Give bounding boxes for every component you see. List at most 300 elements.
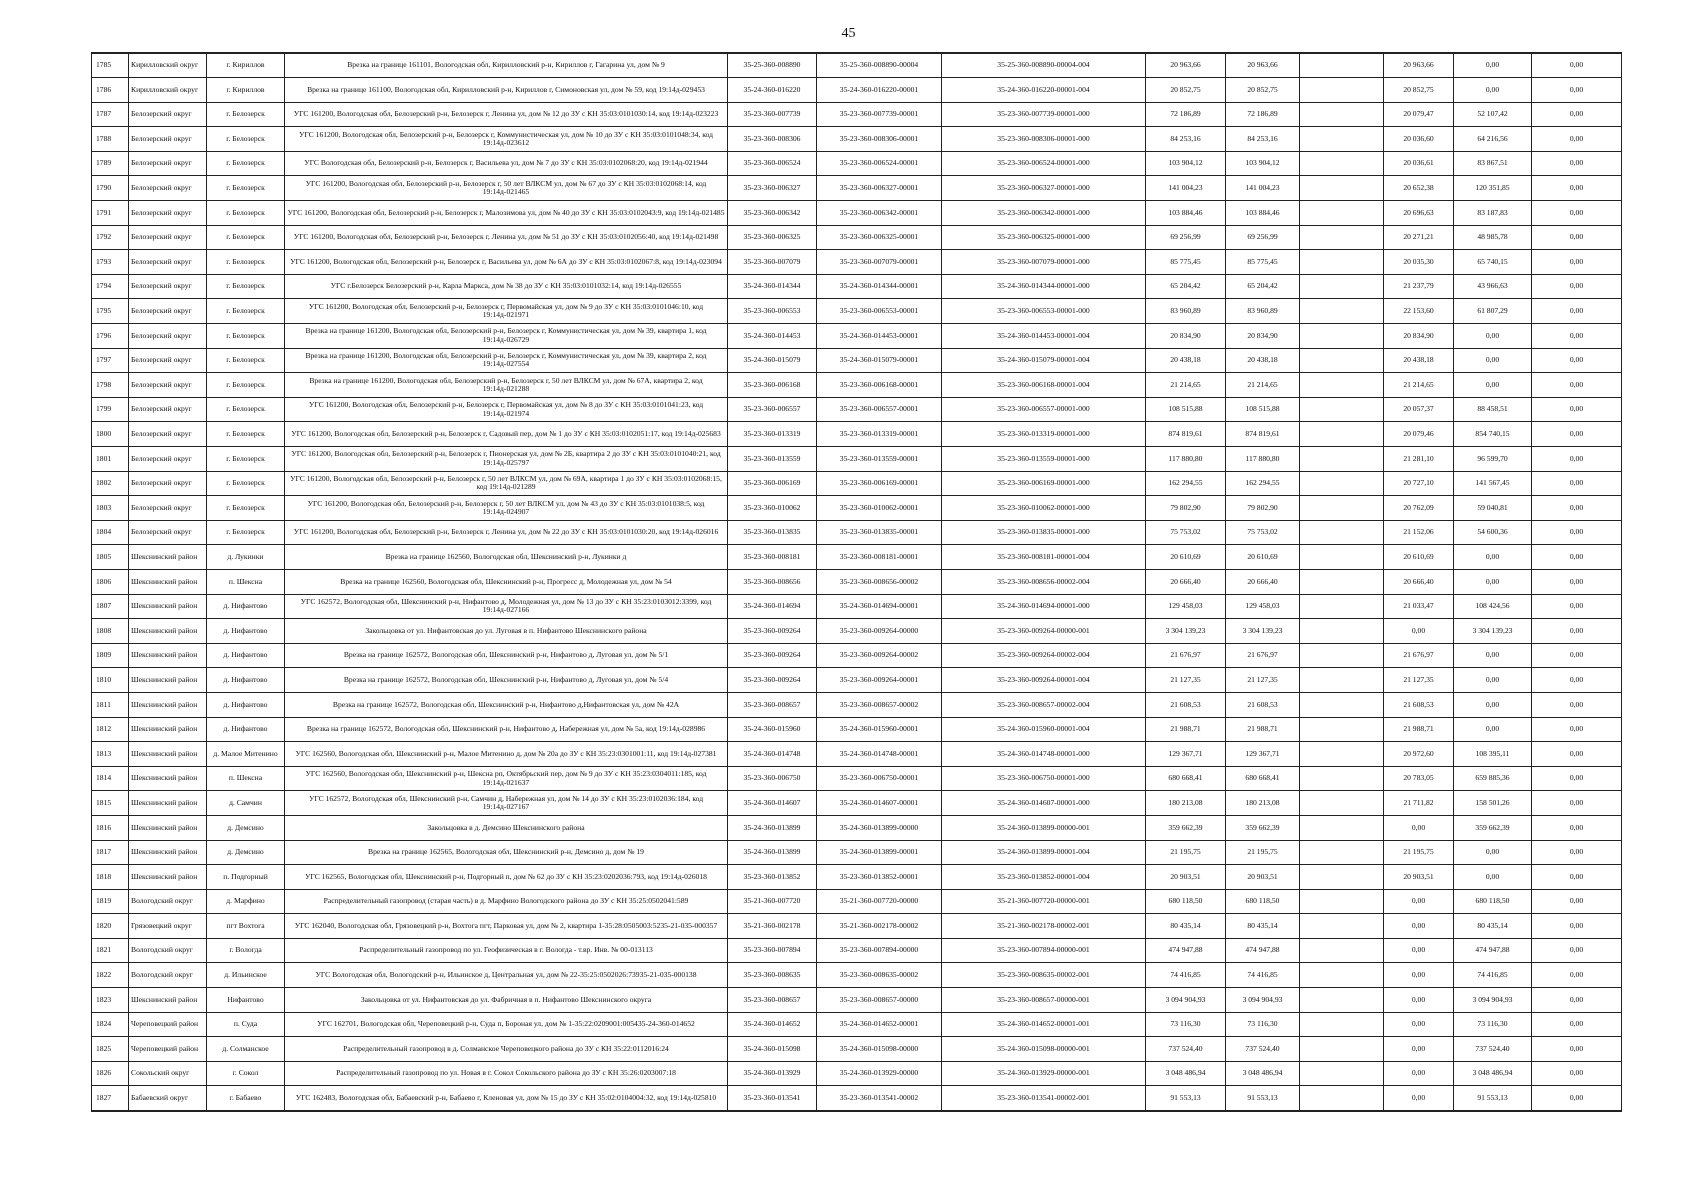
district-cell: Шекснинский район bbox=[129, 791, 207, 816]
object-description-cell: УГС Вологодская обл, Вологодский р-н, Ильинское д, Центральная ул, дом № 22-35:25:0502026:73935-21-035-000138 bbox=[285, 963, 728, 988]
object-code-cell: 35-23-360-013852-00001 bbox=[817, 865, 942, 890]
cost-part-3-cell: 0,00 bbox=[1532, 225, 1622, 250]
inventory-code-cell: 35-25-360-008890 bbox=[728, 53, 817, 78]
subobject-code-cell: 35-23-360-006342-00001-000 bbox=[942, 201, 1146, 226]
object-description-cell: УГС 162483, Вологодская обл, Бабаевский р-н, Бабаево г, Кленовая ул, дом № 15 до ЗУ с КН 35:02:0104004:32, код 19:14д-025810 bbox=[285, 1086, 728, 1111]
object-description-cell: УГС 161200, Вологодская обл, Белозерский р-н, Белозерск г, Первомайская ул, дом № 9 до ЗУ с КН 35:03:0101046:10, код 19:14д-021971 bbox=[285, 299, 728, 324]
row-number-cell: 1817 bbox=[92, 840, 129, 865]
total-cost-cell: 75 753,02 bbox=[1146, 520, 1226, 545]
cost-part-1-cell: 0,00 bbox=[1384, 938, 1454, 963]
object-description-cell: Врезка на границе 162560, Вологодская обл, Шекснинский р-н, Прогресс д, Молодежная ул, дом № 54 bbox=[285, 569, 728, 594]
inventory-code-cell: 35-23-360-009264 bbox=[728, 619, 817, 644]
subobject-code-cell: 35-23-360-006168-00001-004 bbox=[942, 373, 1146, 398]
inventory-code-cell: 35-24-360-014652 bbox=[728, 1012, 817, 1037]
table-row bbox=[92, 1037, 1622, 1062]
table-row bbox=[92, 569, 1622, 594]
row-number-cell: 1819 bbox=[92, 889, 129, 914]
row-number-cell: 1803 bbox=[92, 496, 129, 521]
cost-with-vat-cell: 21 988,71 bbox=[1226, 717, 1300, 742]
district-cell: Шекснинский район bbox=[129, 815, 207, 840]
total-cost-cell: 874 819,61 bbox=[1146, 422, 1226, 447]
district-cell: Белозерский округ bbox=[129, 127, 207, 152]
total-cost-cell: 117 880,80 bbox=[1146, 447, 1226, 472]
total-cost-cell: 65 204,42 bbox=[1146, 274, 1226, 299]
object-description-cell: УГС 162560, Вологодская обл, Шекснинский р-н, Шексна рп, Октябрьский пер, дом № 9 до ЗУ с КН 35:23:0304011:185, код 19:14д-021637 bbox=[285, 766, 728, 791]
total-cost-cell: 79 802,90 bbox=[1146, 496, 1226, 521]
empty-column-cell bbox=[1300, 914, 1384, 939]
cost-part-2-cell: 0,00 bbox=[1454, 569, 1532, 594]
cost-with-vat-cell: 21 127,35 bbox=[1226, 668, 1300, 693]
cost-part-2-cell: 65 740,15 bbox=[1454, 250, 1532, 275]
empty-column-cell bbox=[1300, 865, 1384, 890]
cost-part-1-cell: 0,00 bbox=[1384, 1061, 1454, 1086]
settlement-cell: Нифантово bbox=[207, 988, 285, 1013]
cost-part-1-cell: 0,00 bbox=[1384, 988, 1454, 1013]
cost-part-1-cell: 20 036,60 bbox=[1384, 127, 1454, 152]
row-number-cell: 1792 bbox=[92, 225, 129, 250]
subobject-code-cell: 35-23-360-008635-00002-001 bbox=[942, 963, 1146, 988]
cost-part-2-cell: 108 395,11 bbox=[1454, 742, 1532, 767]
inventory-code-cell: 35-23-360-013319 bbox=[728, 422, 817, 447]
total-cost-cell: 20 963,66 bbox=[1146, 53, 1226, 78]
inventory-code-cell: 35-23-360-006325 bbox=[728, 225, 817, 250]
cost-part-3-cell: 0,00 bbox=[1532, 643, 1622, 668]
cost-part-2-cell: 88 458,51 bbox=[1454, 397, 1532, 422]
table-row bbox=[92, 324, 1622, 349]
cost-part-1-cell: 21 676,97 bbox=[1384, 643, 1454, 668]
object-code-cell: 35-23-360-006327-00001 bbox=[817, 176, 942, 201]
cost-part-1-cell: 21 237,79 bbox=[1384, 274, 1454, 299]
object-description-cell: УГС 162572, Вологодская обл, Шекснинский р-н, Самчин д, Набережная ул, дом № 14 до ЗУ с КН 35:23:0102036:184, код 19:14д-027167 bbox=[285, 791, 728, 816]
object-description-cell: Распределительный газопровод по ул. Новая в г. Сокол Сокольского района до ЗУ с КН 35:26:0203007:18 bbox=[285, 1061, 728, 1086]
object-code-cell: 35-23-360-006553-00001 bbox=[817, 299, 942, 324]
inventory-code-cell: 35-24-360-016220 bbox=[728, 78, 817, 103]
cost-part-1-cell: 21 127,35 bbox=[1384, 668, 1454, 693]
table-row bbox=[92, 889, 1622, 914]
settlement-cell: п. Шексна bbox=[207, 569, 285, 594]
cost-part-1-cell: 20 610,69 bbox=[1384, 545, 1454, 570]
empty-column-cell bbox=[1300, 840, 1384, 865]
subobject-code-cell: 35-23-360-009264-00000-001 bbox=[942, 619, 1146, 644]
cost-part-3-cell: 0,00 bbox=[1532, 1061, 1622, 1086]
cost-part-1-cell: 0,00 bbox=[1384, 1012, 1454, 1037]
total-cost-cell: 737 524,40 bbox=[1146, 1037, 1226, 1062]
empty-column-cell bbox=[1300, 717, 1384, 742]
cost-part-3-cell: 0,00 bbox=[1532, 889, 1622, 914]
subobject-code-cell: 35-23-360-006169-00001-000 bbox=[942, 471, 1146, 496]
object-description-cell: УГС 161200, Вологодская обл, Белозерский р-н, Белозерск г, 50 лет ВЛКСМ ул, дом № 69А, квартира 1 до ЗУ с КН 35:03:0102068:15, код 19:14д-021289 bbox=[285, 471, 728, 496]
object-description-cell: УГС 161200, Вологодская обл, Белозерский р-н, Белозерск г, Малозимова ул, дом № 40 до ЗУ с КН 35:03:0102043:9, код 19:14д-021485 bbox=[285, 201, 728, 226]
row-number-cell: 1814 bbox=[92, 766, 129, 791]
row-number-cell: 1802 bbox=[92, 471, 129, 496]
total-cost-cell: 3 048 486,94 bbox=[1146, 1061, 1226, 1086]
settlement-cell: г. Белозерск bbox=[207, 299, 285, 324]
inventory-code-cell: 35-23-360-008306 bbox=[728, 127, 817, 152]
object-code-cell: 35-23-360-008657-00002 bbox=[817, 692, 942, 717]
object-code-cell: 35-23-360-006342-00001 bbox=[817, 201, 942, 226]
object-description-cell: Врезка на границе 162565, Вологодская обл, Шекснинский р-н, Демсино д, дом № 19 bbox=[285, 840, 728, 865]
object-code-cell: 35-23-360-009264-00000 bbox=[817, 619, 942, 644]
row-number-cell: 1822 bbox=[92, 963, 129, 988]
district-cell: Белозерский округ bbox=[129, 496, 207, 521]
district-cell: Кирилловский округ bbox=[129, 53, 207, 78]
empty-column-cell bbox=[1300, 1037, 1384, 1062]
settlement-cell: г. Белозерск bbox=[207, 250, 285, 275]
object-description-cell: УГС 161200, Вологодская обл, Белозерский р-н, Белозерск г, Садовый пер, дом № 1 до ЗУ с КН 35:03:0102051:17, код 19:14д-025683 bbox=[285, 422, 728, 447]
cost-part-1-cell: 20 963,66 bbox=[1384, 53, 1454, 78]
cost-part-3-cell: 0,00 bbox=[1532, 963, 1622, 988]
empty-column-cell bbox=[1300, 963, 1384, 988]
settlement-cell: г. Белозерск bbox=[207, 324, 285, 349]
table-row bbox=[92, 815, 1622, 840]
object-code-cell: 35-23-360-007079-00001 bbox=[817, 250, 942, 275]
object-description-cell: УГС 162565, Вологодская обл, Шекснинский р-н, Подгорный п, дом № 62 до ЗУ с КН 35:23:0202036:793, код 19:14д-026018 bbox=[285, 865, 728, 890]
cost-part-2-cell: 74 416,85 bbox=[1454, 963, 1532, 988]
district-cell: Белозерский округ bbox=[129, 250, 207, 275]
cost-with-vat-cell: 737 524,40 bbox=[1226, 1037, 1300, 1062]
total-cost-cell: 129 458,03 bbox=[1146, 594, 1226, 619]
cost-part-3-cell: 0,00 bbox=[1532, 742, 1622, 767]
settlement-cell: г. Бабаево bbox=[207, 1086, 285, 1111]
cost-with-vat-cell: 21 214,65 bbox=[1226, 373, 1300, 398]
object-code-cell: 35-23-360-006168-00001 bbox=[817, 373, 942, 398]
object-code-cell: 35-23-360-009264-00001 bbox=[817, 668, 942, 693]
object-code-cell: 35-24-360-015960-00001 bbox=[817, 717, 942, 742]
empty-column-cell bbox=[1300, 1061, 1384, 1086]
district-cell: Белозерский округ bbox=[129, 299, 207, 324]
district-cell: Вологодский округ bbox=[129, 938, 207, 963]
subobject-code-cell: 35-24-360-014453-00001-004 bbox=[942, 324, 1146, 349]
cost-with-vat-cell: 79 802,90 bbox=[1226, 496, 1300, 521]
cost-with-vat-cell: 129 458,03 bbox=[1226, 594, 1300, 619]
total-cost-cell: 69 256,99 bbox=[1146, 225, 1226, 250]
cost-part-1-cell: 20 438,18 bbox=[1384, 348, 1454, 373]
empty-column-cell bbox=[1300, 594, 1384, 619]
cost-part-2-cell: 0,00 bbox=[1454, 373, 1532, 398]
cost-part-3-cell: 0,00 bbox=[1532, 176, 1622, 201]
cost-with-vat-cell: 680 118,50 bbox=[1226, 889, 1300, 914]
cost-part-3-cell: 0,00 bbox=[1532, 151, 1622, 176]
cost-part-1-cell: 0,00 bbox=[1384, 963, 1454, 988]
cost-part-1-cell: 21 152,06 bbox=[1384, 520, 1454, 545]
object-code-cell: 35-25-360-008890-00004 bbox=[817, 53, 942, 78]
cost-with-vat-cell: 20 666,40 bbox=[1226, 569, 1300, 594]
cost-with-vat-cell: 75 753,02 bbox=[1226, 520, 1300, 545]
row-number-cell: 1794 bbox=[92, 274, 129, 299]
object-description-cell: Распределительный газопровод (старая часть) в д. Марфино Вологодского района до ЗУ с КН 35:25:0502041:589 bbox=[285, 889, 728, 914]
cost-part-2-cell: 83 867,51 bbox=[1454, 151, 1532, 176]
subobject-code-cell: 35-24-360-014652-00001-001 bbox=[942, 1012, 1146, 1037]
table-row bbox=[92, 619, 1622, 644]
total-cost-cell: 20 666,40 bbox=[1146, 569, 1226, 594]
total-cost-cell: 85 775,45 bbox=[1146, 250, 1226, 275]
cost-part-1-cell: 21 195,75 bbox=[1384, 840, 1454, 865]
object-code-cell: 35-24-360-015079-00001 bbox=[817, 348, 942, 373]
object-description-cell: УГС 161200, Вологодская обл, Белозерский р-н, Белозерск г, Ленина ул, дом № 22 до ЗУ с КН 35:03:0101030:20, код 19:14д-026016 bbox=[285, 520, 728, 545]
total-cost-cell: 20 834,90 bbox=[1146, 324, 1226, 349]
total-cost-cell: 73 116,30 bbox=[1146, 1012, 1226, 1037]
total-cost-cell: 20 438,18 bbox=[1146, 348, 1226, 373]
cost-part-3-cell: 0,00 bbox=[1532, 692, 1622, 717]
cost-part-1-cell: 0,00 bbox=[1384, 1037, 1454, 1062]
subobject-code-cell: 35-24-360-013929-00000-001 bbox=[942, 1061, 1146, 1086]
object-description-cell: Врезка на границе 162572, Вологодская обл, Шекснинский р-н, Нифантово д, Луговая ул, дом № 5/4 bbox=[285, 668, 728, 693]
table-row bbox=[92, 496, 1622, 521]
object-code-cell: 35-23-360-013559-00001 bbox=[817, 447, 942, 472]
cost-part-3-cell: 0,00 bbox=[1532, 569, 1622, 594]
settlement-cell: д. Демсино bbox=[207, 815, 285, 840]
cost-with-vat-cell: 103 904,12 bbox=[1226, 151, 1300, 176]
register-table-body bbox=[92, 53, 1622, 1111]
empty-column-cell bbox=[1300, 422, 1384, 447]
cost-part-2-cell: 158 501,26 bbox=[1454, 791, 1532, 816]
empty-column-cell bbox=[1300, 348, 1384, 373]
district-cell: Белозерский округ bbox=[129, 102, 207, 127]
inventory-code-cell: 35-23-360-008656 bbox=[728, 569, 817, 594]
inventory-code-cell: 35-23-360-007079 bbox=[728, 250, 817, 275]
subobject-code-cell: 35-23-360-006327-00001-000 bbox=[942, 176, 1146, 201]
cost-part-3-cell: 0,00 bbox=[1532, 471, 1622, 496]
total-cost-cell: 21 676,97 bbox=[1146, 643, 1226, 668]
cost-part-2-cell: 0,00 bbox=[1454, 348, 1532, 373]
cost-part-3-cell: 0,00 bbox=[1532, 1012, 1622, 1037]
cost-part-2-cell: 73 116,30 bbox=[1454, 1012, 1532, 1037]
cost-with-vat-cell: 874 819,61 bbox=[1226, 422, 1300, 447]
inventory-code-cell: 35-24-360-014453 bbox=[728, 324, 817, 349]
row-number-cell: 1826 bbox=[92, 1061, 129, 1086]
object-code-cell: 35-23-360-006750-00001 bbox=[817, 766, 942, 791]
settlement-cell: п. Суда bbox=[207, 1012, 285, 1037]
settlement-cell: г. Белозерск bbox=[207, 496, 285, 521]
inventory-code-cell: 35-23-360-013835 bbox=[728, 520, 817, 545]
total-cost-cell: 103 884,46 bbox=[1146, 201, 1226, 226]
settlement-cell: г. Белозерск bbox=[207, 348, 285, 373]
object-code-cell: 35-21-360-002178-00002 bbox=[817, 914, 942, 939]
cost-part-3-cell: 0,00 bbox=[1532, 815, 1622, 840]
cost-part-3-cell: 0,00 bbox=[1532, 988, 1622, 1013]
object-description-cell: Врезка на границе 161101, Вологодская обл, Кирилловский р-н, Кириллов г, Гагарина ул, дом № 9 bbox=[285, 53, 728, 78]
object-description-cell: Закольцовка от ул. Нифантовская до ул. Фабричная в п. Нифантово Шекснинского округа bbox=[285, 988, 728, 1013]
cost-part-1-cell: 21 711,82 bbox=[1384, 791, 1454, 816]
inventory-code-cell: 35-23-360-006327 bbox=[728, 176, 817, 201]
total-cost-cell: 21 127,35 bbox=[1146, 668, 1226, 693]
object-description-cell: УГС 161200, Вологодская обл, Белозерский р-н, Белозерск г, Васильева ул, дом № 6А до ЗУ с КН 35:03:0102067:8, код 19:14д-023094 bbox=[285, 250, 728, 275]
cost-part-2-cell: 59 040,81 bbox=[1454, 496, 1532, 521]
cost-with-vat-cell: 20 852,75 bbox=[1226, 78, 1300, 103]
table-row bbox=[92, 742, 1622, 767]
cost-part-3-cell: 0,00 bbox=[1532, 53, 1622, 78]
inventory-code-cell: 35-23-360-006553 bbox=[728, 299, 817, 324]
total-cost-cell: 80 435,14 bbox=[1146, 914, 1226, 939]
table-row bbox=[92, 643, 1622, 668]
settlement-cell: п. Подгорный bbox=[207, 865, 285, 890]
object-description-cell: Распределительный газопровод в д. Солманское Череповецкого района до ЗУ с КН 35:22:0112016:24 bbox=[285, 1037, 728, 1062]
cost-part-3-cell: 0,00 bbox=[1532, 938, 1622, 963]
total-cost-cell: 474 947,88 bbox=[1146, 938, 1226, 963]
object-code-cell: 35-24-360-015098-00000 bbox=[817, 1037, 942, 1062]
table-row bbox=[92, 225, 1622, 250]
district-cell: Белозерский округ bbox=[129, 201, 207, 226]
cost-part-3-cell: 0,00 bbox=[1532, 766, 1622, 791]
empty-column-cell bbox=[1300, 766, 1384, 791]
object-code-cell: 35-23-360-006524-00001 bbox=[817, 151, 942, 176]
settlement-cell: г. Белозерск bbox=[207, 274, 285, 299]
object-description-cell: УГС 161200, Вологодская обл, Белозерский р-н, Белозерск г, 50 лет ВЛКСМ ул, дом № 67 до ЗУ с КН 35:03:0102068:14, код 19:14д-021465 bbox=[285, 176, 728, 201]
cost-part-2-cell: 659 885,36 bbox=[1454, 766, 1532, 791]
subobject-code-cell: 35-24-360-014607-00001-000 bbox=[942, 791, 1146, 816]
cost-part-3-cell: 0,00 bbox=[1532, 348, 1622, 373]
inventory-code-cell: 35-23-360-006342 bbox=[728, 201, 817, 226]
subobject-code-cell: 35-21-360-002178-00002-001 bbox=[942, 914, 1146, 939]
settlement-cell: д. Марфино bbox=[207, 889, 285, 914]
empty-column-cell bbox=[1300, 471, 1384, 496]
cost-part-1-cell: 22 153,60 bbox=[1384, 299, 1454, 324]
table-row bbox=[92, 963, 1622, 988]
cost-part-1-cell: 0,00 bbox=[1384, 1086, 1454, 1111]
cost-with-vat-cell: 180 213,08 bbox=[1226, 791, 1300, 816]
cost-part-2-cell: 854 740,15 bbox=[1454, 422, 1532, 447]
row-number-cell: 1816 bbox=[92, 815, 129, 840]
table-row bbox=[92, 717, 1622, 742]
inventory-code-cell: 35-24-360-014694 bbox=[728, 594, 817, 619]
subobject-code-cell: 35-24-360-014748-00001-000 bbox=[942, 742, 1146, 767]
cost-with-vat-cell: 84 253,16 bbox=[1226, 127, 1300, 152]
settlement-cell: пгт Вохтога bbox=[207, 914, 285, 939]
row-number-cell: 1799 bbox=[92, 397, 129, 422]
cost-part-2-cell: 0,00 bbox=[1454, 324, 1532, 349]
cost-part-2-cell: 141 567,45 bbox=[1454, 471, 1532, 496]
empty-column-cell bbox=[1300, 225, 1384, 250]
object-code-cell: 35-21-360-007720-00000 bbox=[817, 889, 942, 914]
object-code-cell: 35-23-360-008635-00002 bbox=[817, 963, 942, 988]
table-row bbox=[92, 127, 1622, 152]
object-description-cell: УГС 161200, Вологодская обл, Белозерский р-н, Белозерск г, Ленина ул, дом № 51 до ЗУ с КН 35:03:0102056:40, код 19:14д-021498 bbox=[285, 225, 728, 250]
subobject-code-cell: 35-23-360-013319-00001-000 bbox=[942, 422, 1146, 447]
row-number-cell: 1800 bbox=[92, 422, 129, 447]
object-code-cell: 35-23-360-007739-00001 bbox=[817, 102, 942, 127]
row-number-cell: 1801 bbox=[92, 447, 129, 472]
subobject-code-cell: 35-21-360-007720-00000-001 bbox=[942, 889, 1146, 914]
district-cell: Шекснинский район bbox=[129, 668, 207, 693]
object-code-cell: 35-24-360-014344-00001 bbox=[817, 274, 942, 299]
inventory-code-cell: 35-24-360-013899 bbox=[728, 840, 817, 865]
inventory-code-cell: 35-24-360-015079 bbox=[728, 348, 817, 373]
settlement-cell: г. Белозерск bbox=[207, 397, 285, 422]
cost-with-vat-cell: 3 048 486,94 bbox=[1226, 1061, 1300, 1086]
subobject-code-cell: 35-23-360-008306-00001-000 bbox=[942, 127, 1146, 152]
object-code-cell: 35-23-360-009264-00002 bbox=[817, 643, 942, 668]
inventory-code-cell: 35-24-360-015960 bbox=[728, 717, 817, 742]
table-row bbox=[92, 151, 1622, 176]
district-cell: Белозерский округ bbox=[129, 274, 207, 299]
row-number-cell: 1805 bbox=[92, 545, 129, 570]
district-cell: Шекснинский район bbox=[129, 594, 207, 619]
cost-with-vat-cell: 20 610,69 bbox=[1226, 545, 1300, 570]
district-cell: Кирилловский округ bbox=[129, 78, 207, 103]
cost-part-3-cell: 0,00 bbox=[1532, 840, 1622, 865]
empty-column-cell bbox=[1300, 496, 1384, 521]
cost-part-1-cell: 20 271,21 bbox=[1384, 225, 1454, 250]
settlement-cell: д. Демсино bbox=[207, 840, 285, 865]
inventory-code-cell: 35-23-360-009264 bbox=[728, 668, 817, 693]
settlement-cell: г. Белозерск bbox=[207, 201, 285, 226]
settlement-cell: г. Белозерск bbox=[207, 151, 285, 176]
empty-column-cell bbox=[1300, 274, 1384, 299]
cost-with-vat-cell: 72 186,89 bbox=[1226, 102, 1300, 127]
inventory-code-cell: 35-23-360-008657 bbox=[728, 692, 817, 717]
inventory-code-cell: 35-23-360-008181 bbox=[728, 545, 817, 570]
subobject-code-cell: 35-23-360-007079-00001-000 bbox=[942, 250, 1146, 275]
object-code-cell: 35-24-360-014652-00001 bbox=[817, 1012, 942, 1037]
total-cost-cell: 103 904,12 bbox=[1146, 151, 1226, 176]
cost-part-1-cell: 20 972,60 bbox=[1384, 742, 1454, 767]
cost-part-3-cell: 0,00 bbox=[1532, 447, 1622, 472]
cost-part-2-cell: 83 187,83 bbox=[1454, 201, 1532, 226]
cost-part-1-cell: 21 988,71 bbox=[1384, 717, 1454, 742]
cost-part-2-cell: 0,00 bbox=[1454, 53, 1532, 78]
cost-part-1-cell: 20 834,90 bbox=[1384, 324, 1454, 349]
subobject-code-cell: 35-23-360-013835-00001-000 bbox=[942, 520, 1146, 545]
row-number-cell: 1789 bbox=[92, 151, 129, 176]
district-cell: Белозерский округ bbox=[129, 471, 207, 496]
object-description-cell: Врезка на границе 162560, Вологодская обл, Шекснинский р-н, Лукинки д bbox=[285, 545, 728, 570]
cost-part-1-cell: 21 033,47 bbox=[1384, 594, 1454, 619]
table-row bbox=[92, 274, 1622, 299]
cost-with-vat-cell: 20 903,51 bbox=[1226, 865, 1300, 890]
cost-part-3-cell: 0,00 bbox=[1532, 594, 1622, 619]
cost-with-vat-cell: 65 204,42 bbox=[1226, 274, 1300, 299]
inventory-code-cell: 35-23-360-013852 bbox=[728, 865, 817, 890]
settlement-cell: г. Кириллов bbox=[207, 53, 285, 78]
settlement-cell: д. Малое Митенино bbox=[207, 742, 285, 767]
district-cell: Шекснинский район bbox=[129, 692, 207, 717]
empty-column-cell bbox=[1300, 1012, 1384, 1037]
cost-part-2-cell: 64 216,56 bbox=[1454, 127, 1532, 152]
cost-part-1-cell: 0,00 bbox=[1384, 914, 1454, 939]
empty-column-cell bbox=[1300, 176, 1384, 201]
cost-part-3-cell: 0,00 bbox=[1532, 422, 1622, 447]
cost-part-1-cell: 20 762,09 bbox=[1384, 496, 1454, 521]
empty-column-cell bbox=[1300, 102, 1384, 127]
cost-with-vat-cell: 21 195,75 bbox=[1226, 840, 1300, 865]
settlement-cell: д. Лукинки bbox=[207, 545, 285, 570]
row-number-cell: 1787 bbox=[92, 102, 129, 127]
district-cell: Шекснинский район bbox=[129, 766, 207, 791]
settlement-cell: д. Нифантово bbox=[207, 619, 285, 644]
settlement-cell: г. Белозерск bbox=[207, 447, 285, 472]
cost-part-2-cell: 48 985,78 bbox=[1454, 225, 1532, 250]
table-row bbox=[92, 78, 1622, 103]
cost-part-2-cell: 0,00 bbox=[1454, 78, 1532, 103]
object-code-cell: 35-23-360-013541-00002 bbox=[817, 1086, 942, 1111]
object-description-cell: УГС 161200, Вологодская обл, Белозерский р-н, Белозерск г, Первомайская ул, дом № 8 до ЗУ с КН 35:03:0101041:23, код 19:14д-021974 bbox=[285, 397, 728, 422]
page-number: 45 bbox=[841, 26, 856, 41]
empty-column-cell bbox=[1300, 619, 1384, 644]
table-row bbox=[92, 373, 1622, 398]
table-row bbox=[92, 520, 1622, 545]
cost-with-vat-cell: 3 304 139,23 bbox=[1226, 619, 1300, 644]
settlement-cell: д. Ильинское bbox=[207, 963, 285, 988]
cost-with-vat-cell: 21 608,53 bbox=[1226, 692, 1300, 717]
cost-part-2-cell: 96 599,70 bbox=[1454, 447, 1532, 472]
cost-part-1-cell: 20 903,51 bbox=[1384, 865, 1454, 890]
cost-part-3-cell: 0,00 bbox=[1532, 274, 1622, 299]
empty-column-cell bbox=[1300, 742, 1384, 767]
subobject-code-cell: 35-24-360-013899-00001-004 bbox=[942, 840, 1146, 865]
table-row bbox=[92, 422, 1622, 447]
subobject-code-cell: 35-24-360-014344-00001-000 bbox=[942, 274, 1146, 299]
total-cost-cell: 162 294,55 bbox=[1146, 471, 1226, 496]
